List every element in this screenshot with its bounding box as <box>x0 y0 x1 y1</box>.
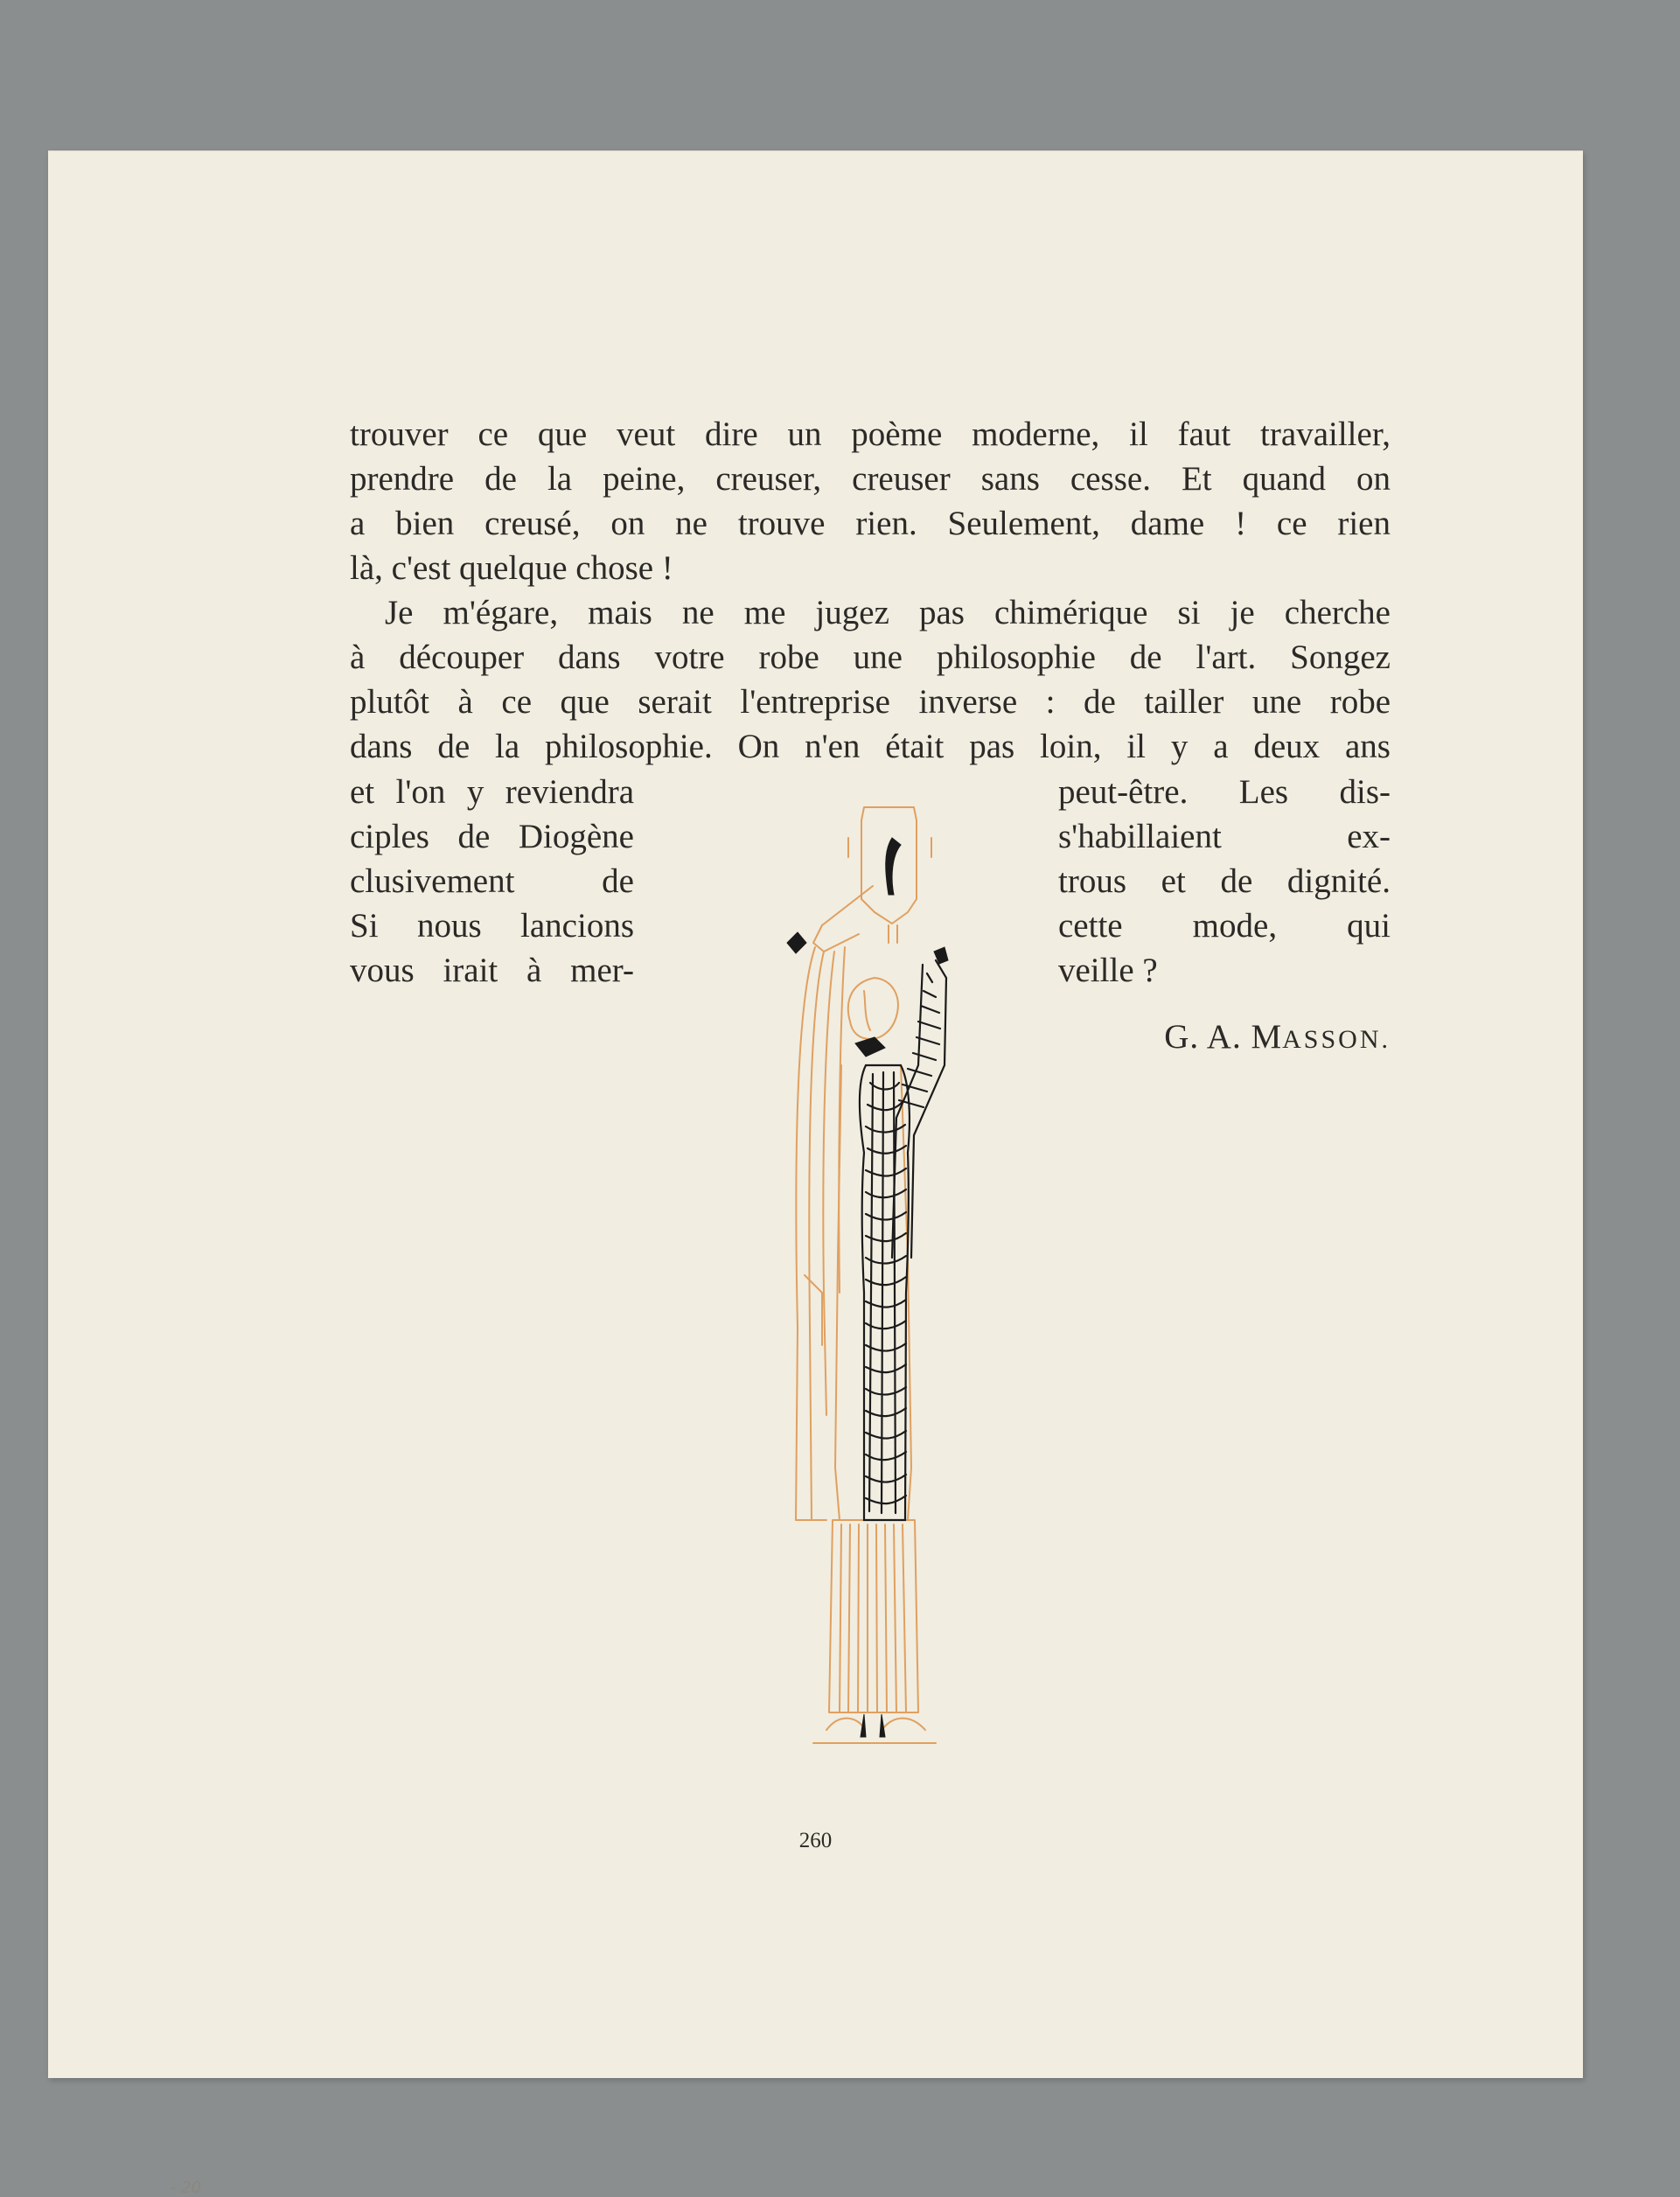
text-line: plutôt à ce que serait l'entreprise inverse : de tailler une robe <box>350 683 1391 721</box>
page-number: 260 <box>798 1829 833 1852</box>
left-text-column <box>350 770 634 993</box>
text-line: et l'on y reviendra <box>350 773 634 811</box>
text-line: cette mode, qui <box>1058 907 1391 945</box>
text-line: ciples de Diogène <box>350 818 634 855</box>
text-line: Je m'égare, mais ne me jugez pas chimérique si je cherche <box>385 594 1391 631</box>
text-line: Si nous lancions <box>350 907 634 945</box>
text-line: vous irait à mer- <box>350 952 634 989</box>
author-signature <box>1164 1017 1391 1057</box>
text-line: clusivement de <box>350 862 634 900</box>
fashion-illustration <box>761 803 1023 1765</box>
text-line: dans de la philosophie. On n'en était pas loin, il y a deux ans <box>350 728 1391 765</box>
text-line: là, c'est quelque chose ! <box>350 549 673 587</box>
text-line: trous et de dignité. <box>1058 862 1391 900</box>
text-line: peut-être. Les dis- <box>1058 773 1391 811</box>
main-paragraph <box>350 412 1391 769</box>
signature-initials: G. A. M <box>1164 1018 1283 1056</box>
pencil-annotation: - 20 <box>171 2179 202 2197</box>
text-line: s'habillaient ex- <box>1058 818 1391 855</box>
text-line: trouver ce que veut dire un poème moderne, il faut travailler, <box>350 415 1391 453</box>
text-line: veille ? <box>1058 952 1158 989</box>
signature-surname: ASSON. <box>1282 1025 1391 1054</box>
text-line: à découper dans votre robe une philosophie de l'art. Songez <box>350 638 1391 676</box>
text-line: a bien creusé, on ne trouve rien. Seulement, dame ! ce rien <box>350 505 1391 542</box>
page-sheet <box>48 150 1583 2197</box>
text-line: prendre de la peine, creuser, creuser sans cesse. Et quand on <box>350 460 1391 498</box>
right-text-column <box>1058 770 1391 993</box>
